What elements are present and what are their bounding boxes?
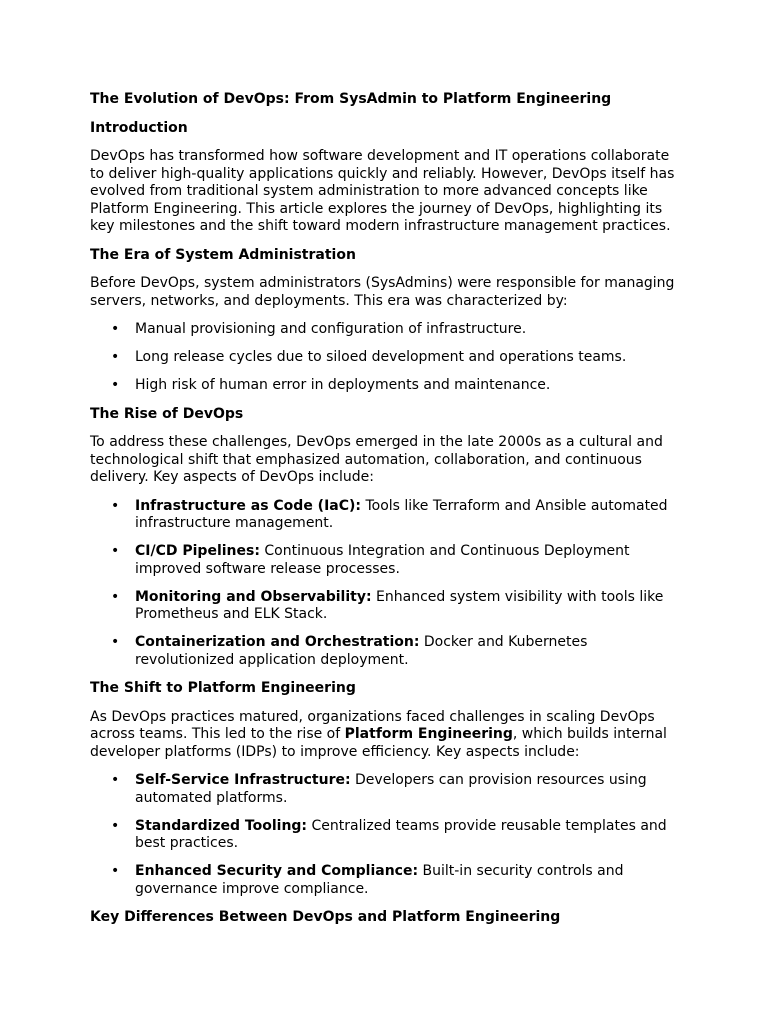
list-item-term: Enhanced Security and Compliance: — [135, 863, 419, 879]
bullet-icon: • — [111, 543, 120, 559]
list-item-text: High risk of human error in deployments and maintenance. — [135, 377, 551, 393]
bullet-icon: • — [111, 377, 120, 393]
list-item-text: Long release cycles due to siloed development and operations teams. — [135, 349, 627, 365]
list-item — [90, 498, 678, 533]
bullet-icon: • — [111, 817, 120, 834]
bullet-icon: • — [111, 863, 120, 879]
list-item-term: CI/CD Pipelines: — [135, 543, 260, 559]
document-title: The Evolution of DevOps: From SysAdmin to Platform Engineering — [90, 91, 612, 107]
list-item — [90, 634, 678, 669]
platform-section — [90, 680, 678, 898]
list-item — [90, 377, 678, 395]
differences-section — [90, 909, 678, 927]
platform-heading: The Shift to Platform Engineering — [90, 680, 356, 696]
list-item — [90, 818, 678, 853]
list-item-term: Self-Service Infrastructure: — [135, 772, 351, 788]
list-item-text: Enhanced system visibility with tools like Prometheus and ELK Stack. — [135, 588, 664, 622]
bullet-icon: • — [111, 321, 120, 337]
bullet-icon: • — [111, 588, 120, 605]
list-item — [90, 772, 678, 807]
rise-section — [90, 406, 678, 670]
sysadmin-heading: The Era of System Administration — [90, 246, 356, 263]
list-item-text: Centralized teams provide reusable templates and best practices. — [135, 817, 667, 851]
sysadmin-list — [90, 321, 678, 395]
list-item — [90, 589, 678, 624]
platform-paragraph-text: As DevOps practices matured, organizations faced challenges in scaling DevOps across teams. This led to the rise of — [90, 708, 655, 742]
list-item-text: Manual provisioning and configuration of infrastructure. — [135, 321, 527, 337]
list-item-text: Docker and Kubernetes revolutionized application deployment. — [135, 634, 588, 668]
rise-heading: The Rise of DevOps — [90, 405, 244, 422]
list-item — [90, 543, 678, 578]
list-item-term: Containerization and Orchestration: — [135, 634, 420, 650]
list-item — [90, 349, 678, 367]
introduction-heading: Introduction — [90, 119, 188, 136]
list-item — [90, 863, 678, 898]
list-item-text: Tools like Terraform and Ansible automated infrastructure management. — [135, 497, 668, 531]
list-item-text: Developers can provision resources using automated platforms. — [135, 772, 647, 806]
platform-paragraph — [90, 709, 678, 762]
platform-list — [90, 772, 678, 898]
rise-list — [90, 498, 678, 670]
introduction-paragraph: DevOps has transformed how software development and IT operations collaborate to deliver high-quality applications quickly and reliably. However, DevOps itself has evolved from traditional system administration to more advanced concepts like Platform Engineering. This article explores the journey of DevOps, highlighting its key milestones and the shift toward modern infrastructure management practices. — [90, 148, 675, 234]
sysadmin-section — [90, 247, 678, 395]
sysadmin-paragraph: Before DevOps, system administrators (SysAdmins) were responsible for managing servers, networks, and deployments. This era was characterized by: — [90, 275, 675, 309]
bullet-icon: • — [111, 634, 120, 650]
list-item-term: Monitoring and Observability: — [135, 588, 372, 605]
bullet-icon: • — [111, 772, 120, 788]
list-item-text: Built-in security controls and governance improve compliance. — [135, 863, 624, 897]
bullet-icon: • — [111, 497, 120, 514]
platform-engineering-term: Platform Engineering — [344, 726, 513, 742]
introduction-section — [90, 120, 678, 236]
rise-paragraph: To address these challenges, DevOps emerged in the late 2000s as a cultural and technological shift that emphasized automation, collaboration, and continuous delivery. Key aspects of DevOps include: — [90, 434, 663, 485]
list-item — [90, 321, 678, 339]
list-item-term: Infrastructure as Code (IaC): — [135, 497, 362, 514]
list-item-text: Continuous Integration and Continuous Deployment improved software release processes. — [135, 543, 630, 577]
platform-paragraph-text-end: , which builds internal developer platforms (IDPs) to improve efficiency. Key aspects include: — [90, 726, 667, 760]
list-item-term: Standardized Tooling: — [135, 817, 308, 834]
differences-heading: Key Differences Between DevOps and Platform Engineering — [90, 909, 561, 925]
bullet-icon: • — [111, 349, 120, 365]
